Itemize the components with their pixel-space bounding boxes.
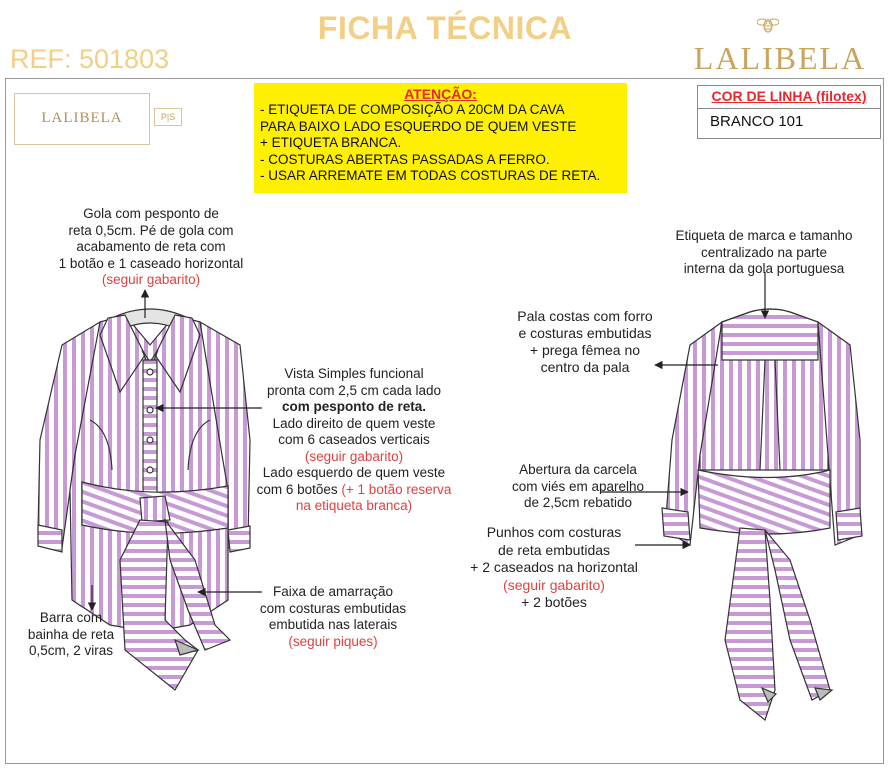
- back-label-note: [652, 228, 876, 278]
- collar-note-line: acabamento de reta com: [76, 239, 226, 254]
- placket-note-red: (seguir gabarito): [304, 448, 404, 464]
- sash-note-red: (seguir piques): [288, 633, 378, 649]
- cuffs-note: [454, 524, 654, 612]
- attention-title: ATENÇÃO:: [404, 86, 477, 102]
- placket-note-red: na etiqueta branca): [295, 498, 413, 513]
- placket-note: [236, 366, 472, 515]
- placket-note-line: Lado esquerdo de quem veste: [262, 465, 446, 480]
- brand-logo: LALIBELA: [693, 40, 867, 76]
- cuffs-note-line: de reta embutidas: [497, 541, 611, 558]
- thread-color-header: COR DE LINHA (filotex): [697, 85, 881, 109]
- cuffs-note-line: Punhos com costuras: [486, 524, 622, 540]
- label-brand-text: LALIBELA: [41, 110, 123, 126]
- collar-note-line: Gola com pesponto de: [83, 206, 219, 221]
- sash-note-line: Faixa de amarração: [272, 584, 394, 599]
- attention-line: + ETIQUETA BRANCA.: [260, 135, 402, 150]
- back-placket-note-line: com viés em aparelho: [511, 478, 645, 494]
- placket-note-line: Vista Simples funcional: [284, 366, 424, 381]
- hem-note-line: 0,5cm, 2 viras: [28, 643, 114, 658]
- yoke-note-line: + prega fêmea no: [529, 342, 641, 358]
- sash-note-line: com costuras embutidas: [259, 600, 407, 616]
- collar-note: [36, 206, 266, 289]
- placket-reserve-text: (+ 1 botão reserva: [341, 481, 452, 497]
- cuffs-note-line: + 2 botões: [521, 594, 587, 610]
- back-label-note-line: Etiqueta de marca e tamanho: [675, 228, 853, 243]
- back-placket-note: [500, 462, 656, 512]
- page-title: FICHA TÉCNICA: [317, 10, 573, 46]
- placket-buttons-text: com 6 botões: [256, 481, 342, 497]
- cuffs-note-line: + 2 caseados na horizontal: [470, 559, 638, 575]
- yoke-note-line: centro da pala: [540, 359, 630, 375]
- placket-note-line: pronta com 2,5 cm cada lado: [266, 382, 442, 398]
- back-placket-note-line: de 2,5cm rebatido: [523, 495, 633, 510]
- hem-note-line: Barra com: [39, 610, 103, 625]
- cuffs-note-red: (seguir gabarito): [503, 576, 605, 593]
- attention-line: - COSTURAS ABERTAS PASSADAS A FERRO.: [260, 151, 550, 167]
- sash-note-line: embutida nas laterais: [268, 617, 398, 632]
- sash-note: [248, 584, 418, 650]
- hem-note-line: bainha de reta: [27, 626, 115, 642]
- placket-note-line: [236, 482, 472, 499]
- size-label: P|S: [154, 108, 182, 126]
- attention-line: - ETIQUETA DE COMPOSIÇÃO A 20CM DA CAVA: [260, 102, 565, 117]
- collar-note-red: (seguir gabarito): [101, 272, 201, 287]
- thread-color-value: BRANCO 101: [710, 113, 804, 130]
- placket-note-line: com 6 caseados verticais: [278, 432, 430, 447]
- placket-note-line: com pesponto de reta.: [281, 399, 427, 414]
- back-shirt-drawing: [662, 309, 862, 720]
- yoke-note: [506, 308, 664, 376]
- attention-line: PARA BAIXO LADO ESQUERDO DE QUEM VESTE: [260, 118, 577, 134]
- placket-note-line: Lado direito de quem veste: [272, 415, 436, 431]
- collar-note-line: 1 botão e 1 caseado horizontal: [58, 255, 244, 271]
- attention-line: - USAR ARREMATE EM TODAS COSTURAS DE RETA.: [260, 168, 601, 183]
- hem-note: [6, 610, 136, 660]
- yoke-note-line: Pala costas com forro: [517, 308, 653, 324]
- reference-code: REF: 501803: [10, 44, 170, 74]
- back-label-note-line: interna da gola portuguesa: [683, 261, 845, 276]
- back-label-note-line: centralizado na parte: [700, 244, 828, 260]
- yoke-note-line: e costuras embutidas: [518, 325, 652, 341]
- collar-note-line: reta 0,5cm. Pé de gola com: [68, 222, 234, 238]
- back-placket-note-line: Abertura da carcela: [519, 462, 637, 477]
